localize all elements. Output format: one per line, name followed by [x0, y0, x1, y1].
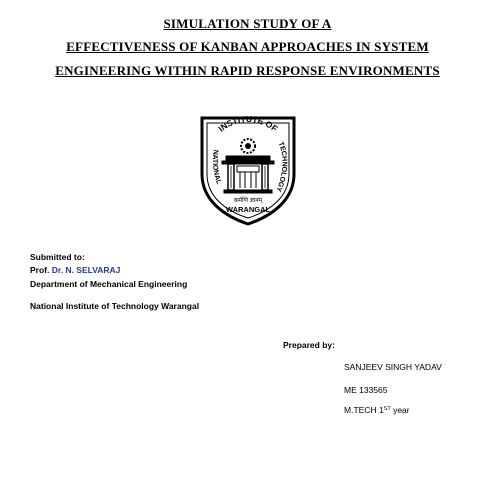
course-year: [344, 405, 410, 415]
title-line-2: EFFECTIVENESS OF KANBAN APPROACHES IN SYSTEM: [66, 39, 429, 54]
logo-right-text: TECHNOLOGY: [274, 141, 288, 193]
course-suffix: year: [390, 405, 410, 415]
roll-number: ME 133565: [344, 385, 388, 395]
institute-name: National Institute of Technology Warangal: [30, 301, 200, 311]
institute-logo: [192, 112, 304, 230]
professor-name: Dr. N. SELVARAJ: [51, 265, 121, 275]
course-superscript: ST: [383, 406, 391, 412]
logo-motto: कर्मणि ज्ञानम्: [233, 197, 263, 204]
professor-prefix: Prof.: [30, 265, 52, 275]
title-line-3: ENGINEERING WITHIN RAPID RESPONSE ENVIRONMENTS: [55, 63, 440, 78]
professor-line: [30, 265, 120, 275]
course-prefix: M.TECH 1: [344, 405, 384, 415]
logo-left-text: NATIONAL: [210, 149, 223, 186]
prepared-by-label: Prepared by:: [283, 340, 335, 350]
department-name: Department of Mechanical Engineering: [30, 279, 188, 289]
title-line-1: SIMULATION STUDY OF A: [163, 16, 332, 31]
student-name: SANJEEV SINGH YADAV: [344, 362, 442, 372]
logo-top-text: INSTITUTE OF: [216, 113, 280, 134]
submitted-to-label: Submitted to:: [30, 252, 85, 262]
logo-bottom-text: WARANGAL: [225, 205, 271, 214]
